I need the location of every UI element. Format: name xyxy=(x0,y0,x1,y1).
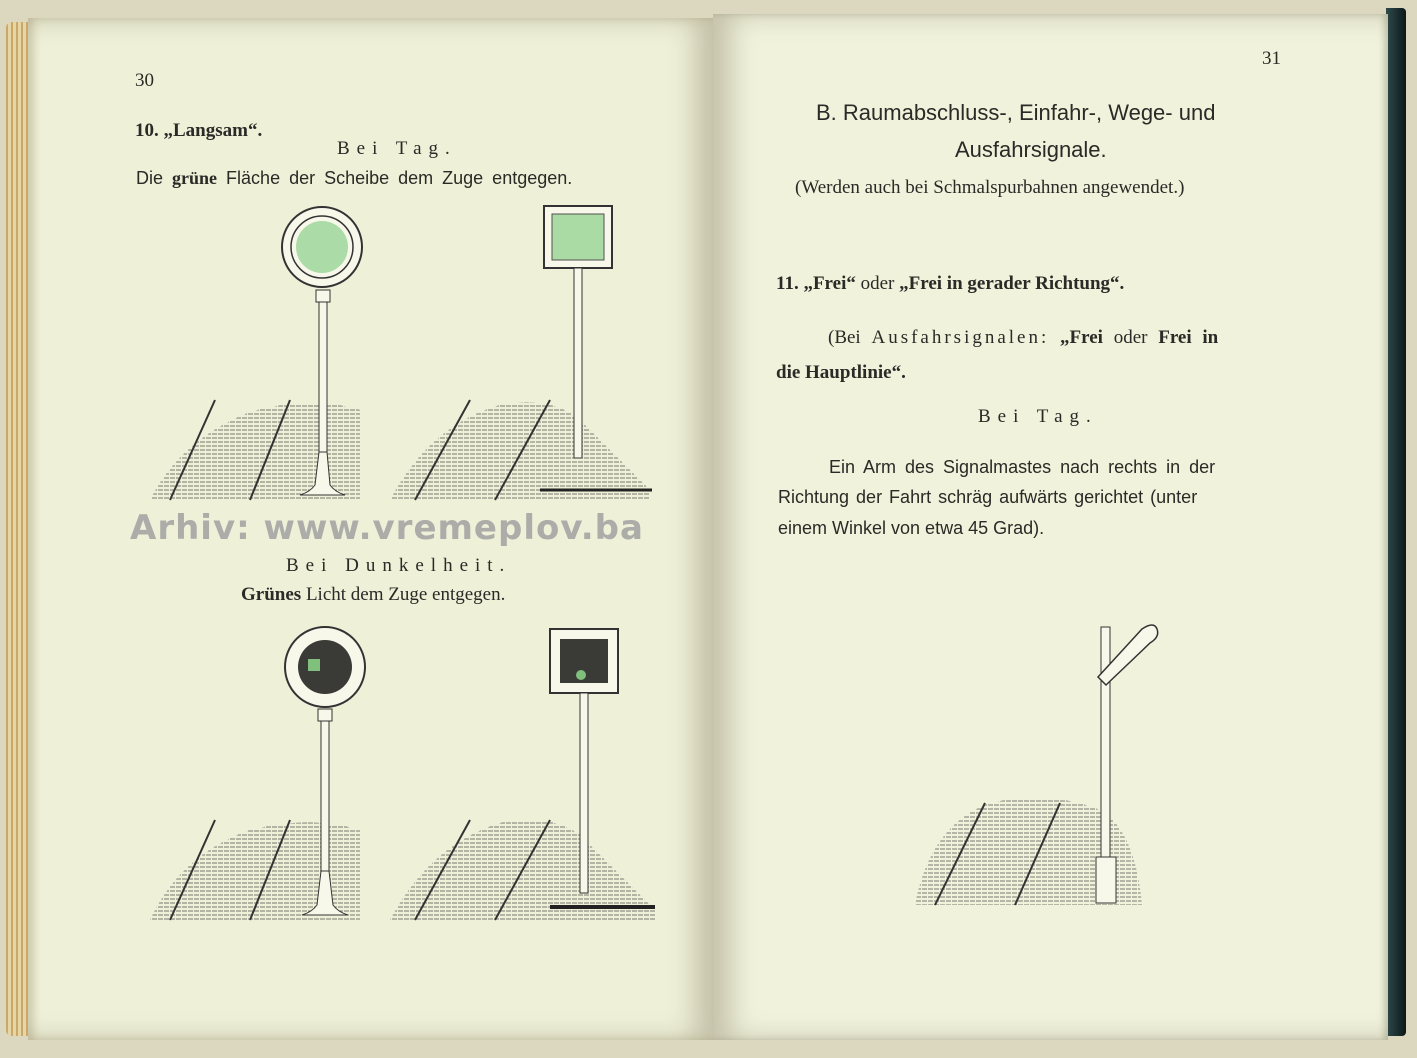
day-text-start: Die xyxy=(136,168,164,188)
day-text-end: Fläche der Scheibe dem Zuge entgegen. xyxy=(226,168,573,188)
note-bold-1: „Frei xyxy=(1060,327,1103,348)
day-signals-illustration xyxy=(140,200,660,510)
semaphore-signal-illustration xyxy=(910,615,1150,915)
semaphore-mast xyxy=(1101,627,1110,859)
page-number-left: 30 xyxy=(135,70,154,91)
watermark: Arhiv: www.vremeplov.ba xyxy=(130,508,644,548)
note-mid: oder xyxy=(1113,327,1148,348)
note-bold-2: Frei in xyxy=(1158,327,1219,348)
night-heading-left: Bei Dunkelheit. xyxy=(286,555,512,576)
note-open: (Bei xyxy=(828,327,861,348)
section-number: 11. xyxy=(776,273,799,294)
section-11-title xyxy=(776,273,1124,295)
section-title-mid: oder xyxy=(860,273,895,294)
left-page-edges xyxy=(6,22,30,1036)
night-text-end: Licht dem Zuge entgegen. xyxy=(305,584,506,605)
section-10-title xyxy=(135,120,262,142)
section-title: „Langsam“. xyxy=(163,120,263,141)
embankment-right xyxy=(390,402,650,500)
chapter-heading-line-1: B. Raumabschluss-, Einfahr-, Wege- und xyxy=(816,100,1216,125)
day-heading-right: Bei Tag. xyxy=(978,406,1098,427)
note-line-1 xyxy=(828,327,1218,349)
page-number-right: 31 xyxy=(1262,48,1281,69)
paragraph-line-3: einem Winkel von etwa 45 Grad). xyxy=(778,518,1045,538)
paragraph-line-1: Ein Arm des Signalmastes nach rechts in der xyxy=(829,457,1216,477)
section-title-part-1: „Frei“ xyxy=(803,273,856,294)
day-text-left xyxy=(136,168,572,189)
note-spaced-word: Ausfahrsignalen: xyxy=(871,327,1050,348)
chapter-subheading: (Werden auch bei Schmalspurbahnen angewendet.) xyxy=(795,177,1185,198)
paragraph-line-2: Richtung der Fahrt schräg aufwärts gerichtet (unter xyxy=(778,487,1198,507)
section-number: 10. xyxy=(135,120,159,141)
right-book-cover-edge xyxy=(1386,8,1406,1036)
chapter-heading-line-2: Ausfahrsignale. xyxy=(955,137,1107,162)
section-title-part-2: „Frei in gerader Richtung“. xyxy=(899,273,1125,294)
day-text-bold: grüne xyxy=(172,168,218,188)
night-text-bold: Grünes xyxy=(241,584,302,605)
note-line-2: die Hauptlinie“. xyxy=(776,362,906,383)
night-text-left xyxy=(241,584,505,606)
day-heading-left: Bei Tag. xyxy=(337,138,457,159)
night-signals-illustration xyxy=(140,625,660,925)
